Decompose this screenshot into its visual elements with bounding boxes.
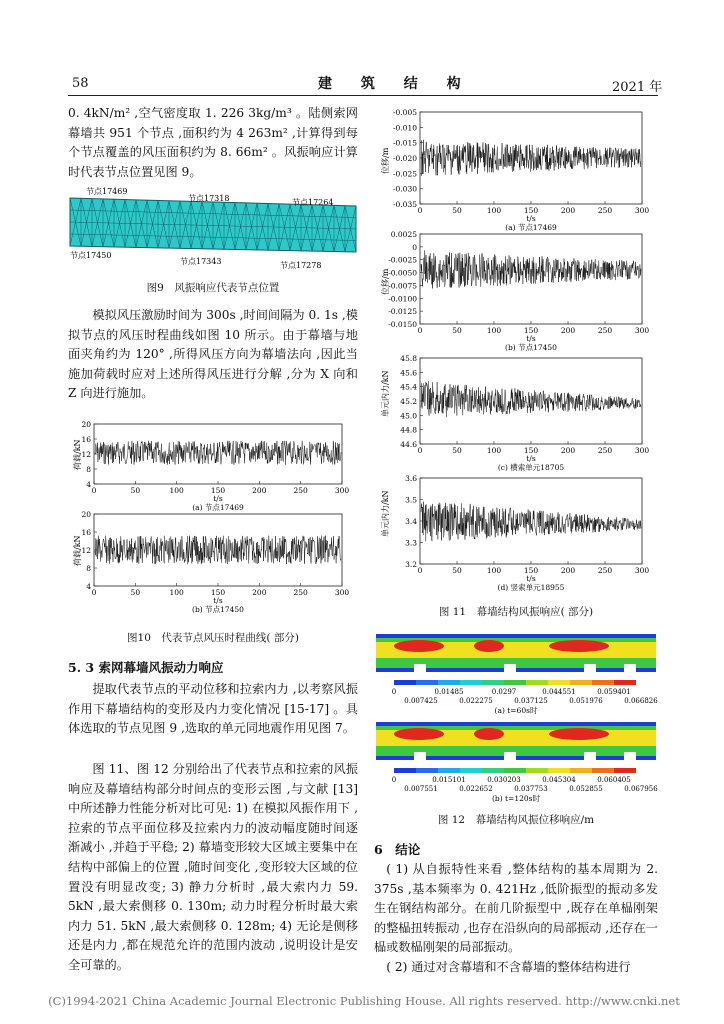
label-node-17343: 节点17343	[180, 257, 222, 266]
ytick-label: 3.5	[405, 495, 417, 505]
xtick-label: 0	[91, 588, 97, 597]
xtick-label: 50	[130, 486, 141, 495]
ytick-label: -0.0050	[388, 268, 417, 278]
colorbar-segment	[416, 768, 438, 773]
ytick-label: 4	[86, 582, 91, 591]
ytick-label: 12	[81, 546, 91, 555]
colorbar-bottom-label: 0.022652	[459, 785, 493, 793]
conclusion-1	[374, 860, 658, 958]
ytick-label: -0.010	[392, 123, 417, 133]
fig11a-plot	[374, 108, 658, 232]
colorbar-segment	[394, 768, 416, 773]
ytick-label: 45.2	[400, 397, 417, 406]
colorbar-bottom-label: 0.066826	[624, 697, 658, 705]
ytick-label: -0.025	[392, 169, 417, 179]
colorbar-segment	[570, 680, 592, 685]
fig11b-plot	[374, 230, 658, 356]
paragraph-2-text: 模拟风压激励时间为 300s ,时间间隔为 0. 1s ,模拟节点的风压时程曲线如图 10 所示。由于幕墙与地面夹角约为 120° ,所得风压方向为幕墙法向 ,因此当施加荷载时应对上述所得风压进行分解 ,分为 X 向和 Z 向进行施加。	[68, 308, 358, 401]
xtick-label: 300	[334, 486, 350, 495]
fig11d-plot	[374, 474, 658, 596]
ytick-label: 0.0025	[390, 230, 417, 239]
contour-peak	[474, 728, 504, 740]
ytick-label: -0.005	[392, 108, 417, 117]
ytick-label: 3.4	[405, 517, 417, 526]
xtick-label: 0	[417, 566, 423, 575]
y-axis-label: 单元内力/kN	[381, 490, 390, 537]
xtick-label: 250	[293, 486, 308, 495]
colorbar-segment	[460, 768, 482, 773]
contour-gap	[584, 752, 596, 760]
fig10-caption: 图10 代表节点风压时程曲线( 部分)	[127, 632, 299, 644]
xtick-label: 300	[634, 566, 650, 575]
intro-paragraph	[68, 104, 358, 184]
colorbar-bottom-label: 0.067956	[624, 785, 658, 793]
contour-gap	[504, 752, 516, 760]
colorbar-segment	[570, 768, 592, 773]
ytick-label: 3.3	[405, 538, 417, 548]
fig12a-contour	[374, 630, 658, 716]
y-axis-label: 单元内力/kN	[381, 370, 390, 417]
colorbar-bottom-label: 0.007425	[404, 697, 438, 705]
xtick-label: 50	[452, 446, 462, 455]
colorbar-top-label: 0.060405	[597, 776, 631, 784]
colorbar-bottom-label: 0.037125	[514, 697, 548, 705]
signal-line	[95, 441, 341, 465]
xtick-label: 250	[293, 588, 308, 597]
colorbar-top-label: 0	[391, 688, 397, 696]
ytick-label: 45.8	[400, 354, 417, 363]
ytick-label: 4	[86, 480, 91, 489]
colorbar-top-label: 0	[391, 776, 397, 784]
conclusion-1-text: ( 1) 从自振特性来看 ,整体结构的基本周期为 2. 375s ,基本频率为 0. 421Hz ,低阶振型的振动多发生在钢结构部分。在前几阶振型中 ,既存在单榀刚架的整榀扭转振动 ,也存在沿纵向的局部振动 ,还存在一榀或数榀刚架的局部振动。	[374, 862, 658, 955]
contour-peak	[474, 640, 504, 652]
x-axis-label: t/s	[213, 494, 223, 503]
colorbar-top-label: 0.01485	[434, 688, 464, 696]
ytick-label: 16	[81, 528, 91, 537]
x-axis-label: t/s	[526, 574, 536, 583]
fig10a-plot	[68, 420, 358, 516]
subfigure-label: (a) 节点17469	[192, 503, 244, 512]
label-node-17278: 节点17278	[280, 261, 322, 270]
colorbar-segment	[482, 768, 504, 773]
contour-gap	[624, 752, 636, 760]
ytick-label: 16	[81, 435, 91, 444]
colorbar-segment	[592, 680, 614, 685]
xtick-label: 150	[523, 206, 539, 215]
colorbar-segment	[614, 768, 636, 773]
label-node-17264: 节点17264	[292, 198, 334, 207]
colorbar-segment	[614, 680, 636, 685]
colorbar-segment	[482, 680, 504, 685]
header-rule	[68, 95, 658, 96]
xtick-label: 300	[334, 588, 350, 597]
subfigure-label: (b) 节点17450	[192, 605, 244, 614]
colorbar-segment	[460, 680, 482, 685]
ytick-label: -0.0075	[388, 281, 417, 291]
xtick-label: 0	[417, 206, 423, 215]
contour-peak	[549, 640, 609, 652]
ytick-label: -0.030	[392, 184, 417, 194]
xtick-label: 250	[597, 326, 613, 335]
xtick-label: 250	[597, 206, 613, 215]
journal-year: 2021 年	[612, 80, 663, 95]
xtick-label: 150	[523, 446, 539, 455]
ytick-label: 0	[412, 242, 417, 252]
paragraph-3	[68, 680, 358, 758]
ytick-label: -0.0150	[388, 320, 417, 329]
xtick-label: 200	[252, 486, 267, 495]
signal-line	[421, 381, 641, 417]
fig12-caption: 图 12 幕墙结构风振位移响应/m	[437, 814, 595, 826]
xtick-label: 300	[634, 206, 650, 215]
ytick-label: 45.0	[400, 411, 417, 421]
colorbar-bottom-label: 0.007551	[404, 785, 438, 793]
fig9-mesh	[68, 186, 358, 270]
ytick-label: -0.020	[392, 154, 417, 163]
subfigure-label: (a) 节点17469	[505, 223, 557, 232]
xtick-label: 300	[634, 446, 650, 455]
y-axis-label: 荷载/kN	[73, 535, 82, 566]
fig9-caption: 图9 风振响应代表节点位置	[146, 282, 280, 294]
conclusion-2	[374, 958, 658, 978]
colorbar-bottom-label: 0.022275	[459, 697, 493, 705]
colorbar-segment	[592, 768, 614, 773]
colorbar-top-label: 0.015101	[432, 776, 466, 784]
y-axis-label: 位移/m	[381, 268, 390, 295]
signal-line	[95, 536, 341, 565]
xtick-label: 50	[452, 326, 462, 335]
journal-title: 建 筑 结 构	[318, 76, 473, 92]
xtick-label: 100	[486, 206, 502, 215]
colorbar-top-label: 0.045304	[542, 776, 576, 784]
ytick-label: 45.4	[400, 382, 417, 392]
ytick-label: -0.015	[392, 138, 417, 148]
contour-gap	[414, 752, 426, 760]
x-axis-label: t/s	[526, 214, 536, 223]
xtick-label: 100	[486, 326, 502, 335]
contour-gap	[624, 664, 636, 672]
xtick-label: 250	[597, 446, 613, 455]
colorbar-segment	[504, 768, 526, 773]
colorbar-segment	[394, 680, 416, 685]
page-number: 58	[72, 76, 89, 91]
xtick-label: 100	[169, 588, 184, 597]
colorbar-segment	[526, 768, 548, 773]
ytick-label: 44.8	[400, 425, 417, 435]
signal-line	[421, 140, 641, 176]
ytick-label: 8	[86, 564, 91, 573]
fig11c-plot	[374, 354, 658, 474]
xtick-label: 150	[210, 486, 226, 495]
xtick-label: 0	[417, 326, 423, 335]
contour-gap	[584, 664, 596, 672]
signal-line	[421, 502, 641, 542]
ytick-label: 45.6	[400, 368, 417, 378]
contour-peak	[394, 728, 444, 740]
subfigure-label: (b) 节点17450	[505, 343, 557, 352]
paragraph-4-text: 图 11、图 12 分别给出了代表节点和拉索的风振响应及幕墙结构部分时间点的变形云图 ,与文献 [13]中所述静力性能分析对比可见: 1) 在模拟风振作用下 ,拉索的节点平面位移及拉索内力的波动幅度随时间逐渐减小 ,并趋于平稳; 2) 幕墙变形较大区域主要集中在结构中部偏上的位置 ,随时间变化 ,变形较大区域的位置没有明显改变; 3) 静力分析时 ,最大索内力 59. 5kN ,最大索侧移 0. 130m; 动力时程分析时最大索内力 51. 5kN ,最大索侧移 0. 128m; 4) 无论是侧移还是内力 ,都在规范允许的范围内波动 ,说明设计是安全可靠的。	[68, 762, 358, 972]
ytick-label: 3.2	[405, 560, 417, 569]
colorbar-top-label: 0.059401	[597, 688, 631, 696]
contour-gap	[504, 664, 516, 672]
colorbar-segment	[438, 768, 460, 773]
colorbar-bottom-label: 0.052855	[569, 785, 603, 793]
ytick-label: 20	[81, 420, 91, 429]
subfigure-label: (b) t=120s时	[492, 794, 540, 803]
colorbar-top-label: 0.044551	[542, 688, 576, 696]
label-node-17469: 节点17469	[86, 187, 128, 196]
subfigure-label: (c) 横索单元18705	[497, 463, 565, 472]
ytick-label: 8	[86, 465, 91, 474]
intro-text: 0. 4kN/m² ,空气密度取 1. 226 3kg/m³ 。陆侧索网幕墙共 951 个节点 ,面积约为 4 263m² ,计算得到每个节点覆盖的风压面积约为 8. 66m² 。风振响应计算时代表节点位置见图 9。	[68, 106, 358, 179]
y-axis-label: 位移/m	[381, 147, 390, 174]
xtick-label: 50	[452, 566, 462, 575]
xtick-label: 0	[91, 486, 97, 495]
colorbar-segment	[526, 680, 548, 685]
colorbar-top-label: 0.030203	[487, 776, 521, 784]
colorbar-bottom-label: 0.037753	[514, 785, 548, 793]
label-node-17318: 节点17318	[188, 194, 230, 203]
colorbar-bottom-label: 0.051976	[569, 697, 603, 705]
fig11-caption: 图 11 幕墙结构风振响应( 部分)	[438, 606, 594, 618]
xtick-label: 200	[560, 206, 576, 215]
x-axis-label: t/s	[526, 454, 536, 463]
xtick-label: 200	[252, 588, 267, 597]
fig10b-plot	[68, 508, 358, 622]
footer-copyright: (C)1994-2021 China Academic Journal Electronic Publishing House. All rights reserved. http://www.cnki.net	[48, 994, 680, 1008]
section-6-title: 6 结论	[374, 842, 421, 857]
xtick-label: 150	[210, 588, 226, 597]
subfigure-label: (d) 竖索单元18955	[497, 583, 565, 592]
xtick-label: 0	[417, 446, 423, 455]
xtick-label: 150	[523, 566, 539, 575]
xtick-label: 50	[130, 588, 141, 597]
xtick-label: 150	[523, 326, 539, 335]
xtick-label: 100	[169, 486, 184, 495]
x-axis-label: t/s	[213, 596, 223, 605]
paragraph-2	[68, 306, 358, 402]
xtick-label: 200	[560, 326, 576, 335]
section-5-3-title: 5. 3 索网幕墙风振动力响应	[68, 660, 224, 675]
ytick-label: 44.6	[400, 440, 417, 449]
ytick-label: 20	[81, 510, 91, 519]
contour-peak	[549, 728, 609, 740]
contour-gap	[414, 664, 426, 672]
colorbar-segment	[548, 768, 570, 773]
x-axis-label: t/s	[526, 334, 536, 343]
xtick-label: 200	[560, 446, 576, 455]
xtick-label: 100	[486, 566, 502, 575]
paragraph-4	[68, 760, 358, 976]
conclusion-2-text: ( 2) 通过对含幕墙和不含幕墙的整体结构进行	[386, 960, 631, 974]
xtick-label: 250	[597, 566, 613, 575]
ytick-label: -0.0100	[388, 294, 417, 304]
ytick-label: 12	[81, 450, 91, 459]
ytick-label: 3.6	[405, 474, 417, 483]
subfigure-label: (a) t=60s时	[494, 706, 538, 715]
y-axis-label: 荷载/kN	[73, 439, 82, 470]
signal-line	[421, 250, 641, 288]
xtick-label: 300	[634, 326, 650, 335]
ytick-label: -0.035	[392, 200, 417, 209]
ytick-label: -0.0125	[388, 307, 417, 317]
label-node-17450: 节点17450	[70, 251, 112, 260]
ytick-label: -0.0025	[388, 255, 417, 265]
colorbar-segment	[504, 680, 526, 685]
colorbar-segment	[416, 680, 438, 685]
colorbar-segment	[438, 680, 460, 685]
colorbar-top-label: 0.0297	[491, 688, 517, 696]
xtick-label: 200	[560, 566, 576, 575]
xtick-label: 100	[486, 446, 502, 455]
contour-peak	[394, 640, 444, 652]
colorbar-segment	[548, 680, 570, 685]
fig12b-contour	[374, 718, 658, 804]
xtick-label: 50	[452, 206, 462, 215]
paragraph-3-text: 提取代表节点的平动位移和拉索内力 ,以考察风振作用下幕墙结构的变形及内力变化情况 [15-17] 。具体选取的节点见图 9 ,选取的单元同地震作用见图 7。	[68, 682, 358, 736]
